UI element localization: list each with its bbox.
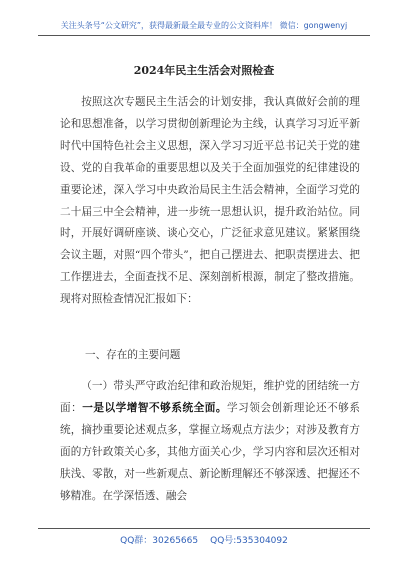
- page-footer: [0, 533, 408, 546]
- page-header: 关注头条号“公文研究”，获得最新最全最专业的公文资料库！ 微信：gongwenyj: [60, 21, 348, 30]
- item-paragraph: [60, 376, 360, 507]
- footer-qq-number: QQ号:535304092: [210, 536, 288, 546]
- section-heading: 一、存在的主要问题: [85, 349, 181, 361]
- footer-divider: [38, 528, 370, 529]
- intro-paragraph: 按照这次专题民主生活会的计划安排，我认真做好会前的理论和思想准备，以学习贯彻创新理论为主线，认真学习习近平新时代中国特色社会主义思想，深入学习习近平总书记关于党的建设、党的自我革命的重要思想以及关于全面加强党的纪律建设的重要论述，深入学习中央政治局民主生活会精神，全面学习党的二十届三中全会精神，进一步统一思想认识，提升政治站位。同时，开展好调研座谈、谈心交心，广泛征求意见建议。紧紧围绕会议主题，对照“四个带头”，把自己摆进去、把职责摆进去、把工作摆进去，全面查找不足、深刻剖析根源，制定了整改措施。现将对照检查情况汇报如下：: [60, 96, 360, 306]
- item-emphasis: 一是以学增智不够系统全面。: [82, 401, 227, 414]
- item-lead: （一）带头严守政治纪律和政治规矩，维护党的团结统一方面：: [60, 380, 360, 414]
- footer-qq-group: QQ群：30265665: [120, 536, 199, 546]
- document-title: 2024年民主生活会对照检查: [133, 64, 275, 77]
- item-rest: 学习领会创新理论还不够系统，摘抄重要论述观点多，掌握立场观点方法少；对涉及教育方面的方针政策关心多，其他方面关心少，学习内容和层次还相对肤浅、零散，对一些新观点、新论断理解还不够深透、把握还不够精准。在学深悟透、融会: [60, 401, 361, 502]
- header-divider: [38, 35, 370, 36]
